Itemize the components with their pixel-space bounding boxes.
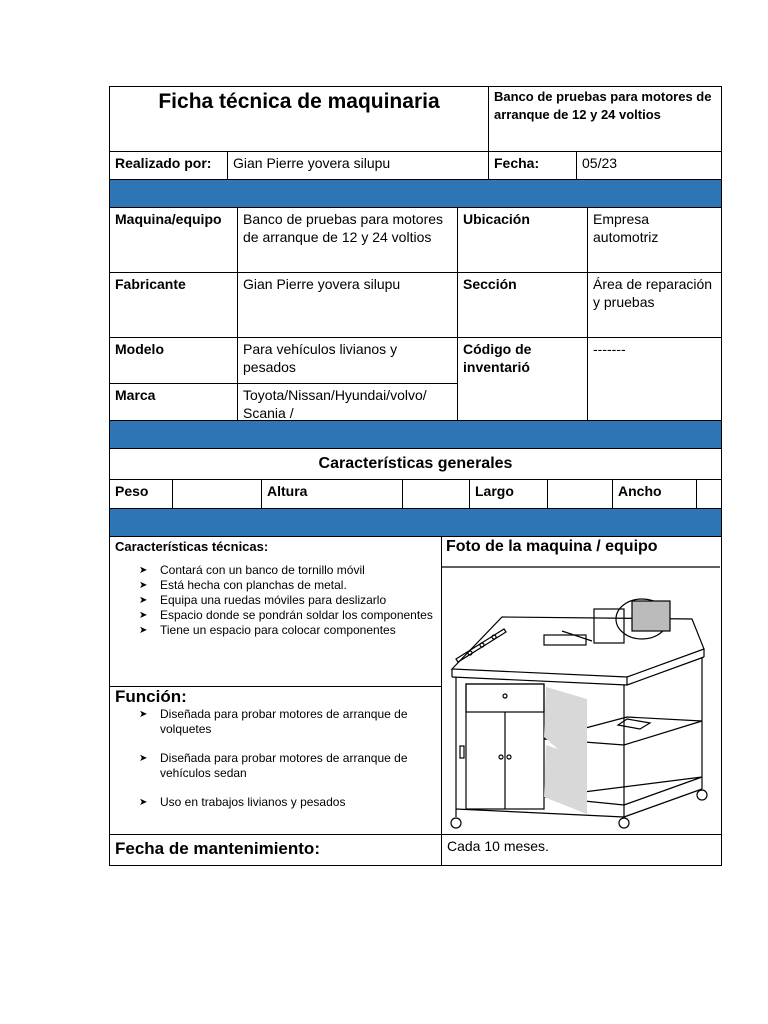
model-brand-block [109,338,722,421]
maker-row [109,273,722,338]
date-value: 05/23 [582,155,618,171]
made-by-value: Gian Pierre yovera silupu [228,152,489,179]
list-item: ➤ Diseñada para probar motores de arranque de vehículos sedan [139,751,408,780]
arrowhead-bullet-icon: ➤ [139,797,148,808]
length-label: Largo [470,480,548,508]
general-title: Características generales [318,455,513,472]
model-row [110,338,458,384]
arrowhead-bullet-icon: ➤ [139,565,148,576]
technical-features [110,537,442,687]
function-title: Función: [115,687,187,706]
maintenance-label: Fecha de mantenimiento: [110,835,442,865]
list-item: ➤ Espacio donde se pondrán soldar los componentes [139,608,433,622]
location-value: Empresa automotriz [593,211,659,245]
title-row [109,86,722,152]
photo-section [442,537,721,834]
arrowhead-bullet-icon: ➤ [139,595,148,606]
arrowhead-bullet-icon: ➤ [139,610,148,621]
list-item: ➤ Uso en trabajos livianos y pesados [139,795,346,809]
list-item: ➤ Está hecha con planchas de metal. [139,578,347,592]
maintenance-row [109,835,722,866]
technical-sheet [109,86,722,866]
brand-value: Toyota/Nissan/Hyundai/volvo/ Scania / [238,384,458,420]
length-value [548,480,613,508]
model-value: Para vehículos livianos y pesados [238,338,458,383]
maker-value: Gian Pierre yovera silupu [238,273,458,337]
sheet-title: Ficha técnica de maquinaria [110,87,489,151]
section-band [109,180,722,208]
function-list [115,707,436,810]
section-label: Sección [458,273,588,337]
arrowhead-bullet-icon: ➤ [139,753,148,764]
made-by-label: Realizado por: [110,152,228,179]
width-label: Ancho [613,480,697,508]
machine-value: Banco de pruebas para motores de arranque de 12 y 24 voltios [238,208,458,272]
weight-label: Peso [110,480,173,508]
weight-value [173,480,262,508]
general-title-row [109,449,722,480]
list-item: ➤ Diseñada para probar motores de arranque de volquetes [139,707,408,736]
section-band [109,421,722,449]
technical-title: Características técnicas: [115,539,269,554]
workbench-illustration [442,559,720,829]
width-value [697,480,721,508]
date-label: Fecha: [489,152,577,179]
section-band [109,509,722,537]
photo-title: Foto de la maquina / equipo [446,538,658,555]
machine-row [109,208,722,273]
section-value: Área de reparación y pruebas [593,276,713,310]
brand-row [110,384,458,420]
technical-block [109,537,722,835]
technical-list [115,563,436,638]
machine-label: Maquina/equipo [110,208,238,272]
author-row [109,152,722,180]
list-item: ➤ Tiene un espacio para colocar componentes [139,623,396,637]
height-value [403,480,470,508]
model-label: Modelo [110,338,238,383]
list-item: ➤ Equipa una ruedas móviles para deslizarlo [139,593,387,607]
maintenance-value: Cada 10 meses. [447,838,549,854]
brand-label: Marca [110,384,238,420]
list-item: ➤ Contará con un banco de tornillo móvil [139,563,365,577]
arrowhead-bullet-icon: ➤ [139,625,148,636]
maker-label: Fabricante [110,273,238,337]
inventory-label: Código de inventarió [458,338,588,420]
machine-name-header: Banco de pruebas para motores de arranque de 12 y 24 voltios [494,89,712,122]
function-section [110,687,442,834]
location-label: Ubicación [458,208,588,272]
inventory-value: ------- [593,341,626,357]
dimensions-row [109,480,722,509]
arrowhead-bullet-icon: ➤ [139,709,148,720]
arrowhead-bullet-icon: ➤ [139,580,148,591]
height-label: Altura [262,480,403,508]
